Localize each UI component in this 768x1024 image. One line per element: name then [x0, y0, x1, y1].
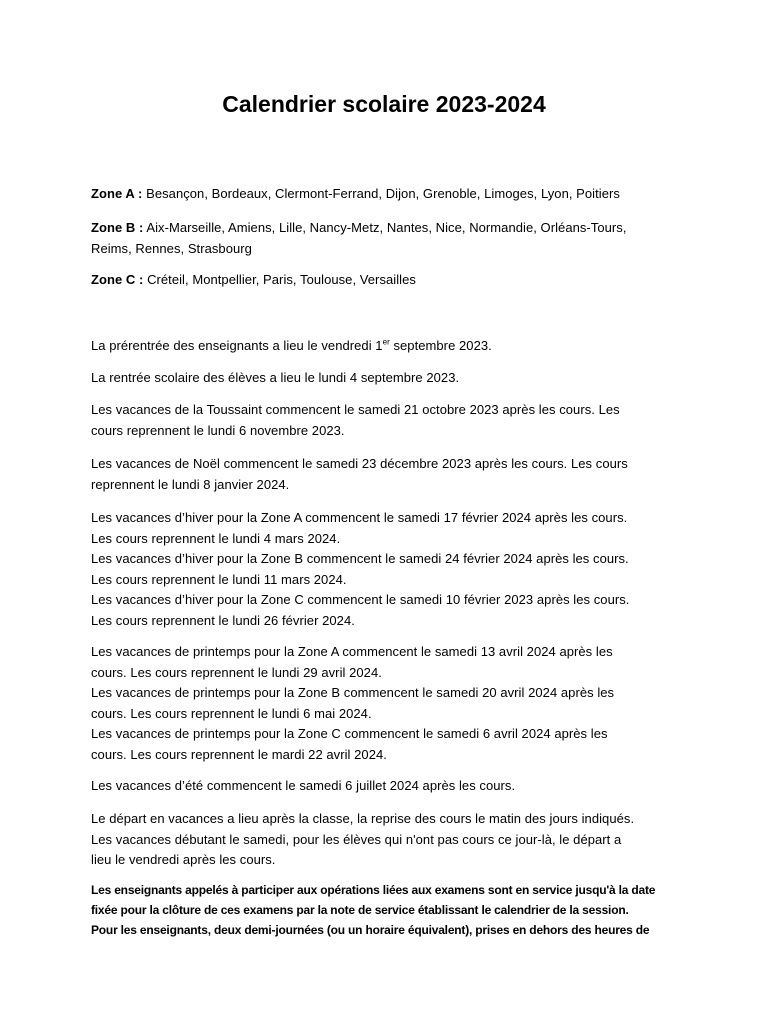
zone-a-cities: Besançon, Bordeaux, Clermont-Ferrand, Dijon, Grenoble, Limoges, Lyon, Poitiers — [146, 186, 620, 201]
toussaint-line2: cours reprennent le lundi 6 novembre 2023. — [91, 422, 345, 438]
examens-line: fixée pour la clôture de ces examens par la note de service établissant le calendrier de la session. — [91, 903, 629, 917]
printemps-line: cours. Les cours reprennent le lundi 6 mai 2024. — [91, 705, 372, 721]
depart-line: Le départ en vacances a lieu après la classe, la reprise des cours le matin des jours indiqués. — [91, 811, 635, 826]
noel-paragraph — [91, 454, 681, 495]
examens-line: Les enseignants appelés à participer aux opérations liées aux examens sont en service jusqu'à la date — [91, 883, 656, 897]
zone-b-label: Zone B : — [91, 220, 144, 235]
depart-line: Les vacances débutant le samedi, pour les élèves qui n'ont pas cours ce jour-là, le départ a — [91, 831, 622, 847]
examens-line: Pour les enseignants, deux demi-journées (ou un horaire équivalent), prises en dehors des heures de — [91, 923, 650, 937]
rentree-text: La rentrée scolaire des élèves a lieu le lundi 4 septembre 2023. — [91, 370, 460, 385]
hiver-line: Les cours reprennent le lundi 26 février 2024. — [91, 612, 355, 628]
zone-a-paragraph — [91, 184, 681, 205]
ete-paragraph — [91, 776, 681, 797]
zone-b-cities-line2: Reims, Rennes, Strasbourg — [91, 240, 252, 256]
rentree-paragraph — [91, 368, 681, 389]
printemps-line: Les vacances de printemps pour la Zone C commencent le samedi 6 avril 2024 après les — [91, 726, 608, 741]
printemps-line: Les vacances de printemps pour la Zone B commencent le samedi 20 avril 2024 après les — [91, 685, 615, 700]
hiver-line: Les vacances d’hiver pour la Zone B commencent le samedi 24 février 2024 après les cours. — [91, 551, 629, 566]
hiver-line: Les cours reprennent le lundi 11 mars 2024. — [91, 571, 347, 587]
prerentree-text-after: septembre 2023. — [389, 338, 492, 353]
zone-c-cities: Créteil, Montpellier, Paris, Toulouse, Versailles — [147, 272, 416, 287]
zone-a-label: Zone A : — [91, 186, 143, 201]
examens-paragraph — [91, 880, 691, 940]
hiver-paragraph — [91, 508, 681, 631]
depart-line: lieu le vendredi après les cours. — [91, 852, 276, 867]
printemps-line: cours. Les cours reprennent le mardi 22 avril 2024. — [91, 746, 387, 762]
printemps-line: Les vacances de printemps pour la Zone A commencent le samedi 13 avril 2024 après les — [91, 644, 613, 659]
printemps-paragraph — [91, 642, 681, 765]
prerentree-superscript: er — [382, 337, 390, 347]
page-title: Calendrier scolaire 2023-2024 — [222, 91, 546, 117]
zone-c-label: Zone C : — [91, 272, 144, 287]
hiver-line: Les cours reprennent le lundi 4 mars 2024. — [91, 530, 341, 546]
zone-b-cities-line1: Aix-Marseille, Amiens, Lille, Nancy-Metz, Nantes, Nice, Normandie, Orléans-Tours, — [146, 220, 627, 235]
zone-b-paragraph — [91, 218, 681, 259]
zone-c-paragraph — [91, 270, 681, 291]
hiver-line: Les vacances d’hiver pour la Zone A commencent le samedi 17 février 2024 après les cours. — [91, 510, 628, 525]
prerentree-text-before: La prérentrée des enseignants a lieu le vendredi 1 — [91, 338, 383, 353]
ete-text: Les vacances d’été commencent le samedi 6 juillet 2024 après les cours. — [91, 778, 516, 793]
toussaint-paragraph — [91, 400, 681, 441]
depart-paragraph — [91, 809, 681, 871]
printemps-line: cours. Les cours reprennent le lundi 29 avril 2024. — [91, 664, 382, 680]
noel-line2: reprennent le lundi 8 janvier 2024. — [91, 476, 290, 492]
noel-line1: Les vacances de Noël commencent le samedi 23 décembre 2023 après les cours. Les cours — [91, 456, 628, 471]
toussaint-line1: Les vacances de la Toussaint commencent le samedi 21 octobre 2023 après les cours. Les — [91, 402, 620, 417]
prerentree-paragraph — [91, 336, 681, 357]
hiver-line: Les vacances d’hiver pour la Zone C commencent le samedi 10 février 2023 après les cours. — [91, 592, 630, 607]
